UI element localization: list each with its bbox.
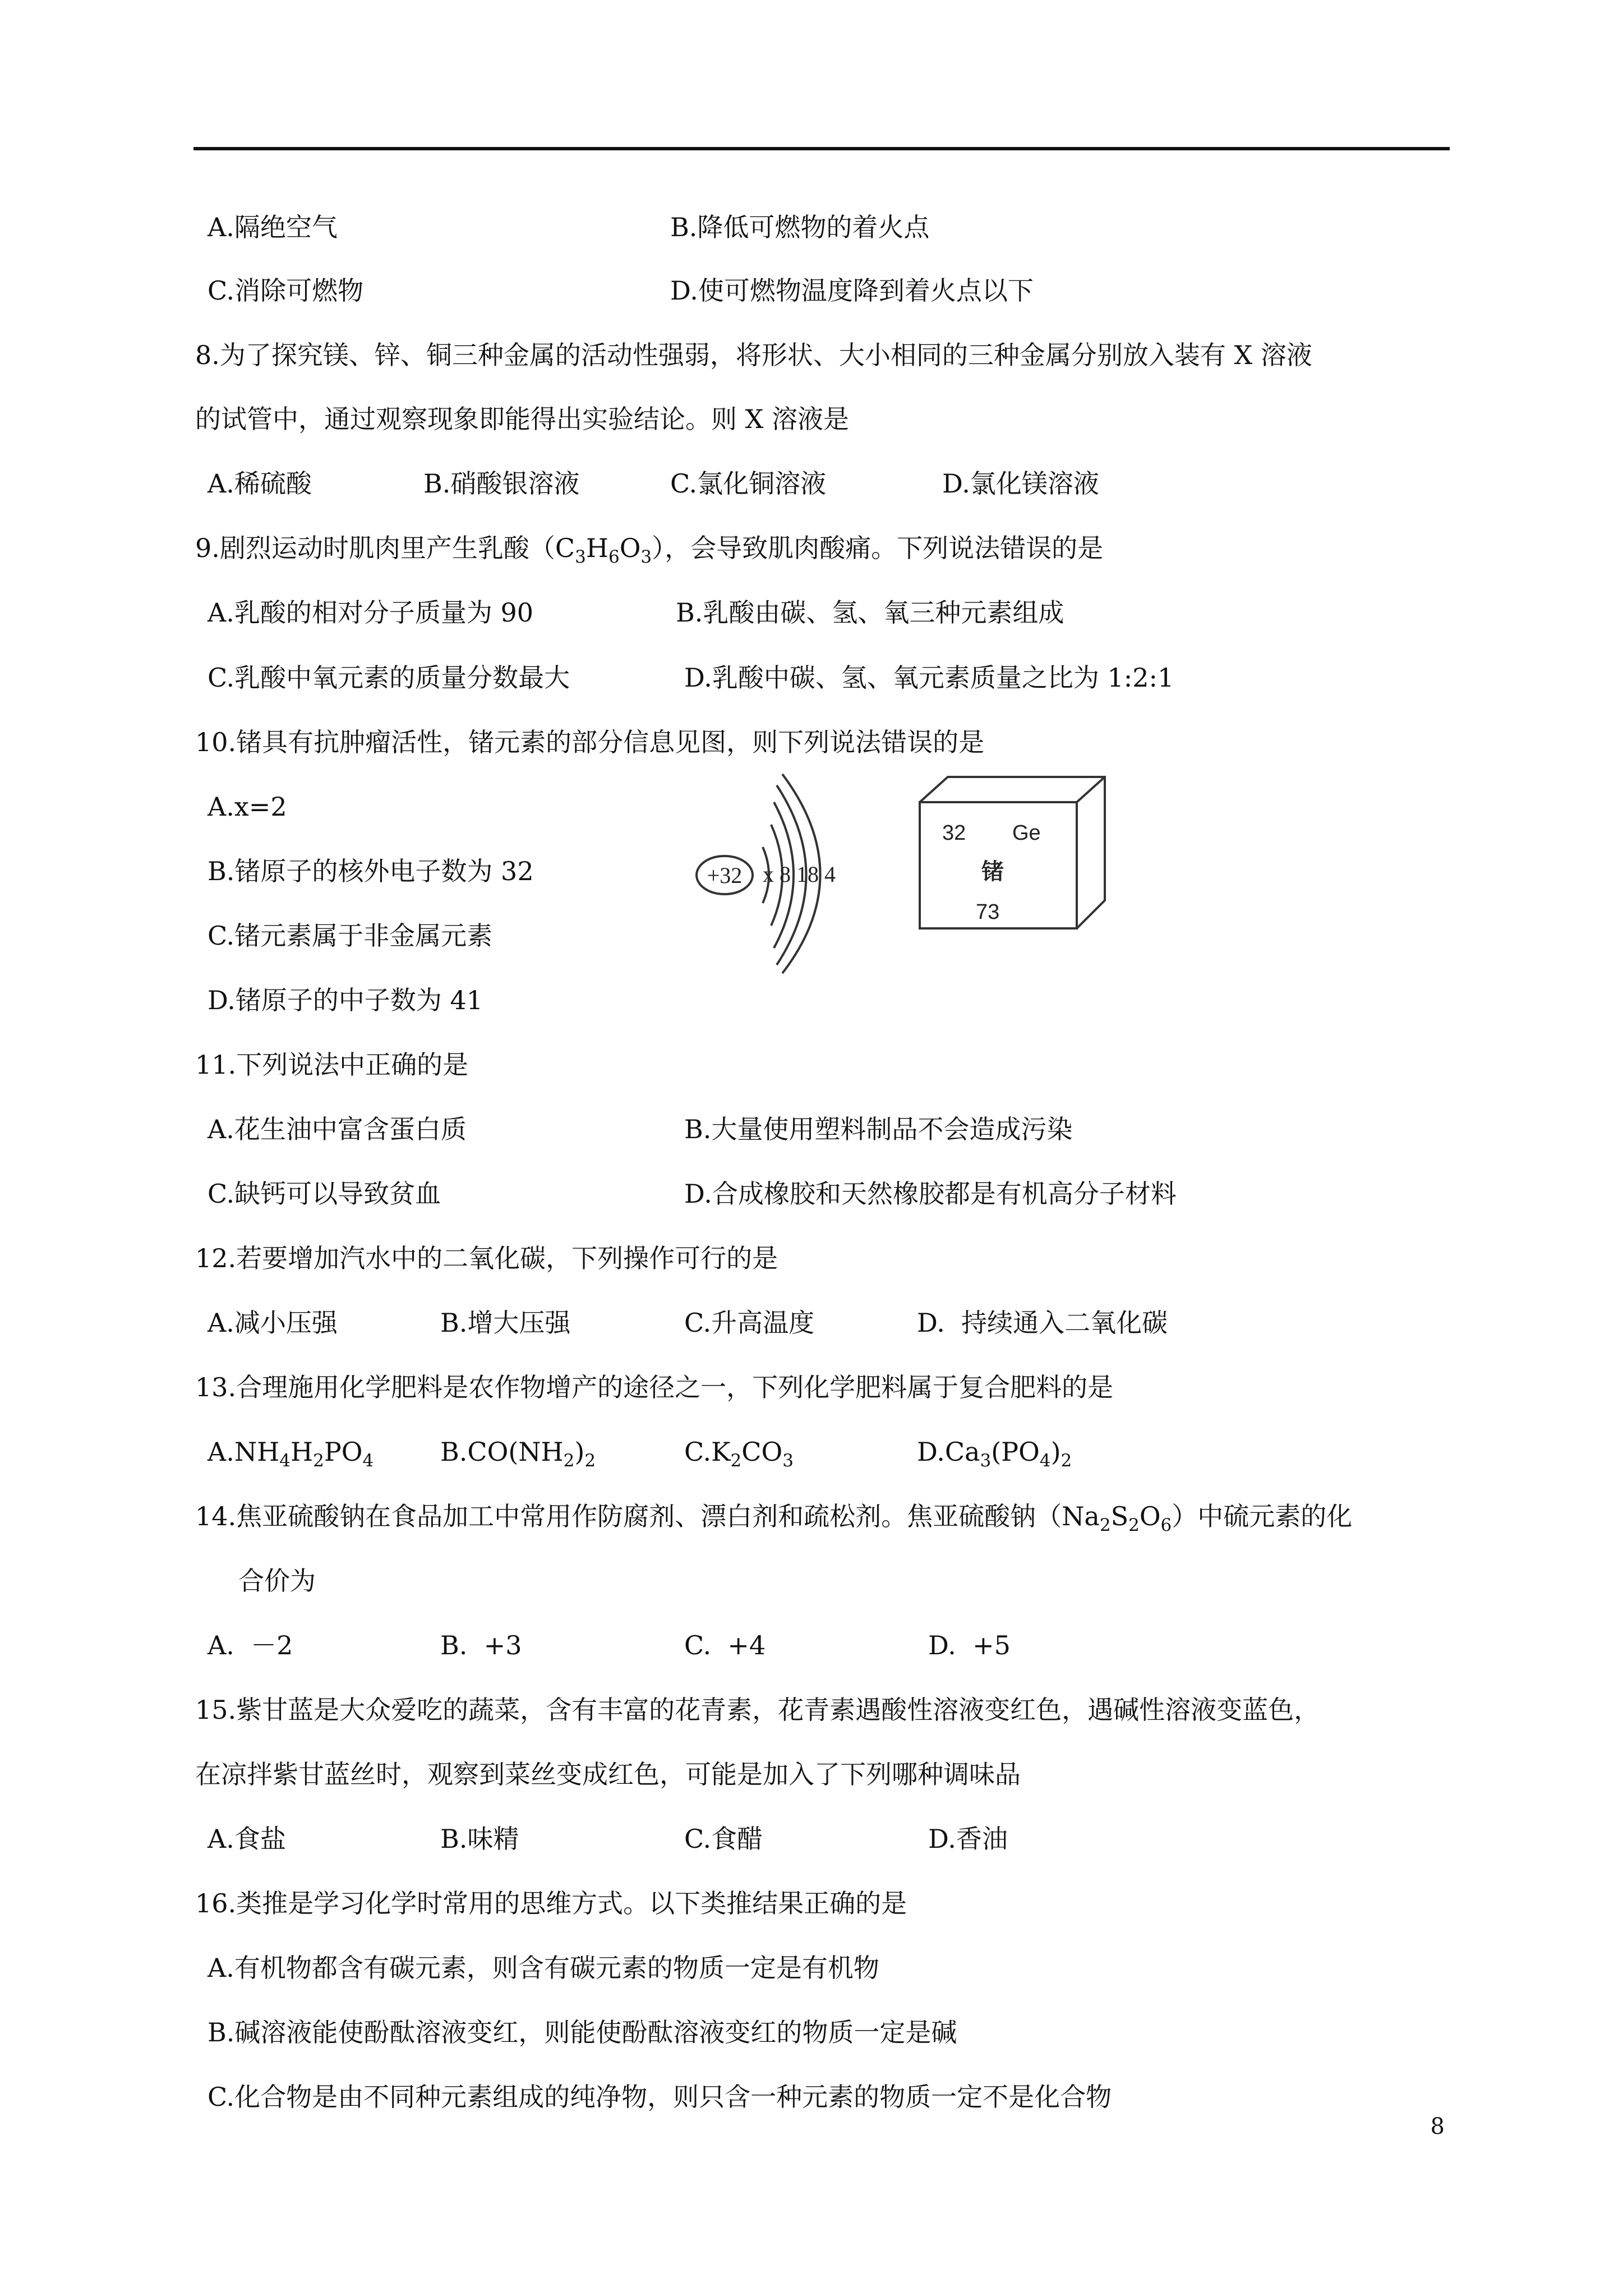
q13-option-c: $C.K_2CO_3$ <box>684 1437 794 1471</box>
q10-option-d: D.锗原子的中子数为 41 <box>208 985 483 1015</box>
q8-stem-line1: 8.为了探究镁、锌、铜三种金属的活动性强弱，将形状、大小相同的三种金属分别放入装有 X 溶液 <box>195 340 1312 370</box>
element-card <box>920 777 1105 928</box>
q10-stem: 10.锗具有抗肿瘤活性，锗元素的部分信息见图，则下列说法错误的是 <box>195 727 985 757</box>
q15-option-c: C.食醋 <box>684 1824 763 1854</box>
element-symbol: Ge <box>1012 821 1041 845</box>
q9-option-c: C.乳酸中氧元素的质量分数最大 <box>208 662 570 693</box>
q8-option-b: B.硝酸银溶液 <box>423 468 580 499</box>
germanium-figure <box>679 763 1183 976</box>
q8-stem-line2: 的试管中，通过观察现象即能得出实验结论。则 X 溶液是 <box>195 404 849 434</box>
q13-option-a: $A.NH_4H_2PO_4$ <box>208 1437 374 1471</box>
q15-option-b: B.味精 <box>440 1824 519 1854</box>
q14-option-b: B. +3 <box>440 1630 522 1660</box>
q9-option-d: D.乳酸中碳、氢、氧元素质量之比为 1:2:1 <box>684 662 1174 693</box>
q13-option-b: $B.CO(NH_2)_2$ <box>440 1437 596 1471</box>
q7-option-c: C.消除可燃物 <box>208 275 364 306</box>
element-name: 锗 <box>981 859 1004 885</box>
q12-option-b: B.增大压强 <box>440 1308 571 1338</box>
q13-stem: 13.合理施用化学肥料是农作物增产的途径之一，下列化学肥料属于复合肥料的是 <box>195 1372 1114 1402</box>
relative-atomic-mass: 73 <box>976 900 1000 924</box>
q12-option-d: D. 持续通入二氧化碳 <box>917 1308 1168 1338</box>
q14-stem-line2: 合价为 <box>238 1566 316 1596</box>
q12-option-a: A.减小压强 <box>208 1308 338 1338</box>
q16-option-a: A.有机物都含有碳元素，则含有碳元素的物质一定是有机物 <box>208 1953 879 1983</box>
page-number: 8 <box>1430 2114 1445 2139</box>
q14-option-c: C. +4 <box>684 1630 766 1660</box>
q7-option-b: B.降低可燃物的着火点 <box>670 212 930 242</box>
q10-option-c: C.锗元素属于非金属元素 <box>208 921 493 951</box>
q14-option-d: D. +5 <box>928 1630 1011 1660</box>
q7-option-a: A.隔绝空气 <box>208 212 338 242</box>
q7-option-d: D.使可燃物温度降到着火点以下 <box>670 275 1034 306</box>
q16-stem: 16.类推是学习化学时常用的思维方式。以下类推结果正确的是 <box>195 1888 907 1918</box>
shell-electron-counts: x 8 18 4 <box>763 862 836 887</box>
q15-option-d: D.香油 <box>928 1824 1008 1854</box>
q14-option-a: A. －2 <box>208 1630 293 1660</box>
nucleus-charge: +32 <box>707 863 743 888</box>
q12-stem: 12.若要增加汽水中的二氧化碳，下列操作可行的是 <box>195 1243 778 1273</box>
q14-stem-line1: 14.焦亚硫酸钠在食品加工中常用作防腐剂、漂白剂和疏松剂。焦亚硫酸钠$(Na_2S_2O_6)$中硫元素的化 <box>195 1501 1353 1535</box>
q8-option-d: D.氯化镁溶液 <box>942 468 1099 499</box>
header-rule <box>193 147 1450 150</box>
q9-option-b: B.乳酸由碳、氢、氧三种元素组成 <box>676 597 1064 628</box>
q11-stem: 11.下列说法中正确的是 <box>195 1050 469 1080</box>
q12-option-c: C.升高温度 <box>684 1308 815 1338</box>
q16-option-c: C.化合物是由不同种元素组成的纯净物，则只含一种元素的物质一定不是化合物 <box>208 2082 1112 2112</box>
q11-option-b: B.大量使用塑料制品不会造成污染 <box>684 1114 1073 1144</box>
q15-option-a: A.食盐 <box>208 1824 286 1854</box>
q10-option-a: A.x=2 <box>208 792 287 822</box>
q9-option-a: A.乳酸的相对分子质量为 90 <box>208 597 533 628</box>
q15-stem-line2: 在凉拌紫甘蓝丝时，观察到菜丝变成红色，可能是加入了下列哪种调味品 <box>195 1759 1021 1789</box>
atomic-number: 32 <box>942 821 966 845</box>
q16-option-b: B.碱溶液能使酚酞溶液变红，则能使酚酞溶液变红的物质一定是碱 <box>208 2017 957 2047</box>
q11-option-c: C.缺钙可以导致贫血 <box>208 1179 441 1209</box>
q11-option-d: D.合成橡胶和天然橡胶都是有机高分子材料 <box>684 1179 1177 1209</box>
q8-option-c: C.氯化铜溶液 <box>670 468 827 499</box>
q11-option-a: A.花生油中富含蛋白质 <box>208 1114 467 1144</box>
q15-stem-line1: 15.紫甘蓝是大众爱吃的蔬菜，含有丰富的花青素，花青素遇酸性溶液变红色，遇碱性溶液变蓝色， <box>195 1695 1320 1725</box>
q10-option-b: B.锗原子的核外电子数为 32 <box>208 856 534 886</box>
atom-structure-diagram <box>697 774 836 973</box>
q9-stem: 9.剧烈运动时肌肉里产生乳酸$(C_3H_6O_3)$，会导致肌肉酸痛。下列说法错误的是 <box>195 533 1104 567</box>
q13-option-d: $D.Ca_3(PO_4)_2$ <box>917 1437 1072 1471</box>
q8-option-a: A.稀硫酸 <box>208 468 312 499</box>
